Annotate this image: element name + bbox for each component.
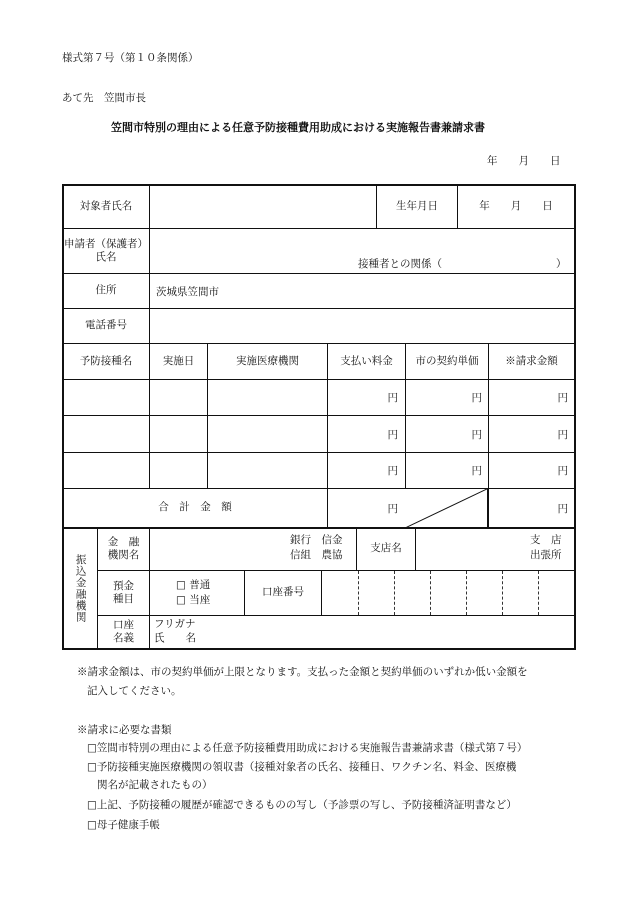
date-line: 年 月 日 [487, 155, 561, 167]
phone-label: 電話番号 [85, 319, 127, 332]
deposit-label-line1: 預金 [113, 579, 134, 592]
branch-label: 支店名 [370, 542, 402, 555]
total-claim-yen: 円 [557, 502, 568, 515]
diagonal-strike [405, 488, 489, 528]
address-label: 住所 [95, 284, 117, 297]
subject-name-field[interactable] [150, 185, 376, 228]
yen-claim: 円 [557, 465, 568, 477]
yen-paid: 円 [387, 428, 398, 441]
branch-type-options [530, 533, 562, 563]
doc-item-1: □笠間市特別の理由による任意予防接種費用助成における実施報告書兼請求書（様式第７号） [87, 742, 528, 754]
deposit-option-checking[interactable]: □ 当座 [176, 594, 211, 606]
doc-item-2: □予防接種実施医療機関の領収書（接種対象者の氏名、接種日、ワクチン名、料金、医療機 [87, 761, 517, 773]
deposit-type-label [98, 571, 149, 615]
yen-paid: 円 [387, 392, 398, 404]
amount-note-line2: 記入してください。 [87, 685, 182, 697]
col-contract-price: 市の契約単価 [415, 354, 479, 367]
applicant-label [63, 229, 149, 273]
yen-claim: 円 [557, 428, 568, 441]
doc-item-4: □母子健康手帳 [87, 819, 160, 831]
deposit-options [176, 578, 210, 608]
birth-date-label: 生年月日 [396, 199, 438, 212]
furigana-label: フリガナ [154, 618, 196, 630]
docs-heading: ※請求に必要な書類 [77, 724, 172, 736]
applicant-label-line2: 氏名 [95, 251, 117, 263]
account-holder-label [98, 616, 149, 648]
account-number-field[interactable] [322, 571, 574, 615]
doc-item-2-cont: 関名が記載されたもの） [97, 779, 213, 791]
col-paid: 支払い料金 [340, 354, 393, 367]
branch-types-line1: 支 店 [530, 534, 562, 546]
yen-contract: 円 [471, 428, 482, 441]
bank-types-line2: 信組 農協 [290, 549, 343, 561]
branch-types-line2: 出張所 [530, 549, 562, 561]
total-paid-yen: 円 [387, 502, 398, 515]
holder-name-label: 氏 名 [154, 632, 196, 644]
account-number-label: 口座番号 [262, 586, 304, 599]
holder-label-line1: 口座 [113, 618, 134, 631]
yen-claim: 円 [557, 392, 568, 404]
form-number: 様式第７号（第１０条関係） [62, 52, 199, 64]
relation-close: ） [556, 258, 567, 270]
bank-types-line1: 銀行 信金 [290, 534, 343, 546]
page-title: 笠間市特別の理由による任意予防接種費用助成における実施報告書兼請求書 [111, 121, 485, 134]
deposit-option-ordinary[interactable]: □ 普通 [176, 579, 211, 591]
birth-date-field[interactable]: 年 月 日 [479, 199, 553, 212]
col-claim: ※請求金額 [505, 354, 558, 367]
phone-field[interactable] [150, 309, 574, 343]
applicant-label-line1: 申請者（保護者） [64, 237, 148, 250]
institution-label [98, 528, 149, 570]
col-date: 実施日 [162, 354, 195, 367]
addressee: あて先 笠間市長 [62, 92, 146, 104]
doc-item-3: □上記、予防接種の履歴が確認できるものの写し（予診票の写し、予防接種済証明書など） [87, 799, 517, 811]
yen-contract: 円 [471, 392, 482, 404]
holder-label-line2: 名義 [113, 632, 134, 644]
bank-section-label: 振込金融機関 [74, 554, 87, 623]
account-holder-field[interactable] [210, 616, 574, 648]
subject-name-label: 対象者氏名 [79, 199, 133, 212]
address-field[interactable]: 茨城県笠間市 [156, 285, 219, 298]
account-holder-names [154, 617, 196, 645]
deposit-label-line2: 種目 [113, 593, 134, 605]
col-clinic: 実施医療機関 [236, 354, 299, 367]
amount-note-line1: ※請求金額は、市の契約単価が上限となります。支払った金額と契約単価のいずれか低い金額を [77, 666, 528, 678]
institution-label-line1: 金 融 [107, 535, 140, 548]
yen-contract: 円 [471, 465, 482, 477]
col-vaccine-name: 予防接種名 [79, 354, 133, 367]
bank-type-options [290, 533, 343, 563]
institution-label-line2: 機関名 [107, 549, 140, 561]
total-label: 合 計 金 額 [158, 501, 232, 514]
yen-paid: 円 [387, 465, 398, 477]
relation-label: 接種者との関係（ [358, 258, 442, 270]
